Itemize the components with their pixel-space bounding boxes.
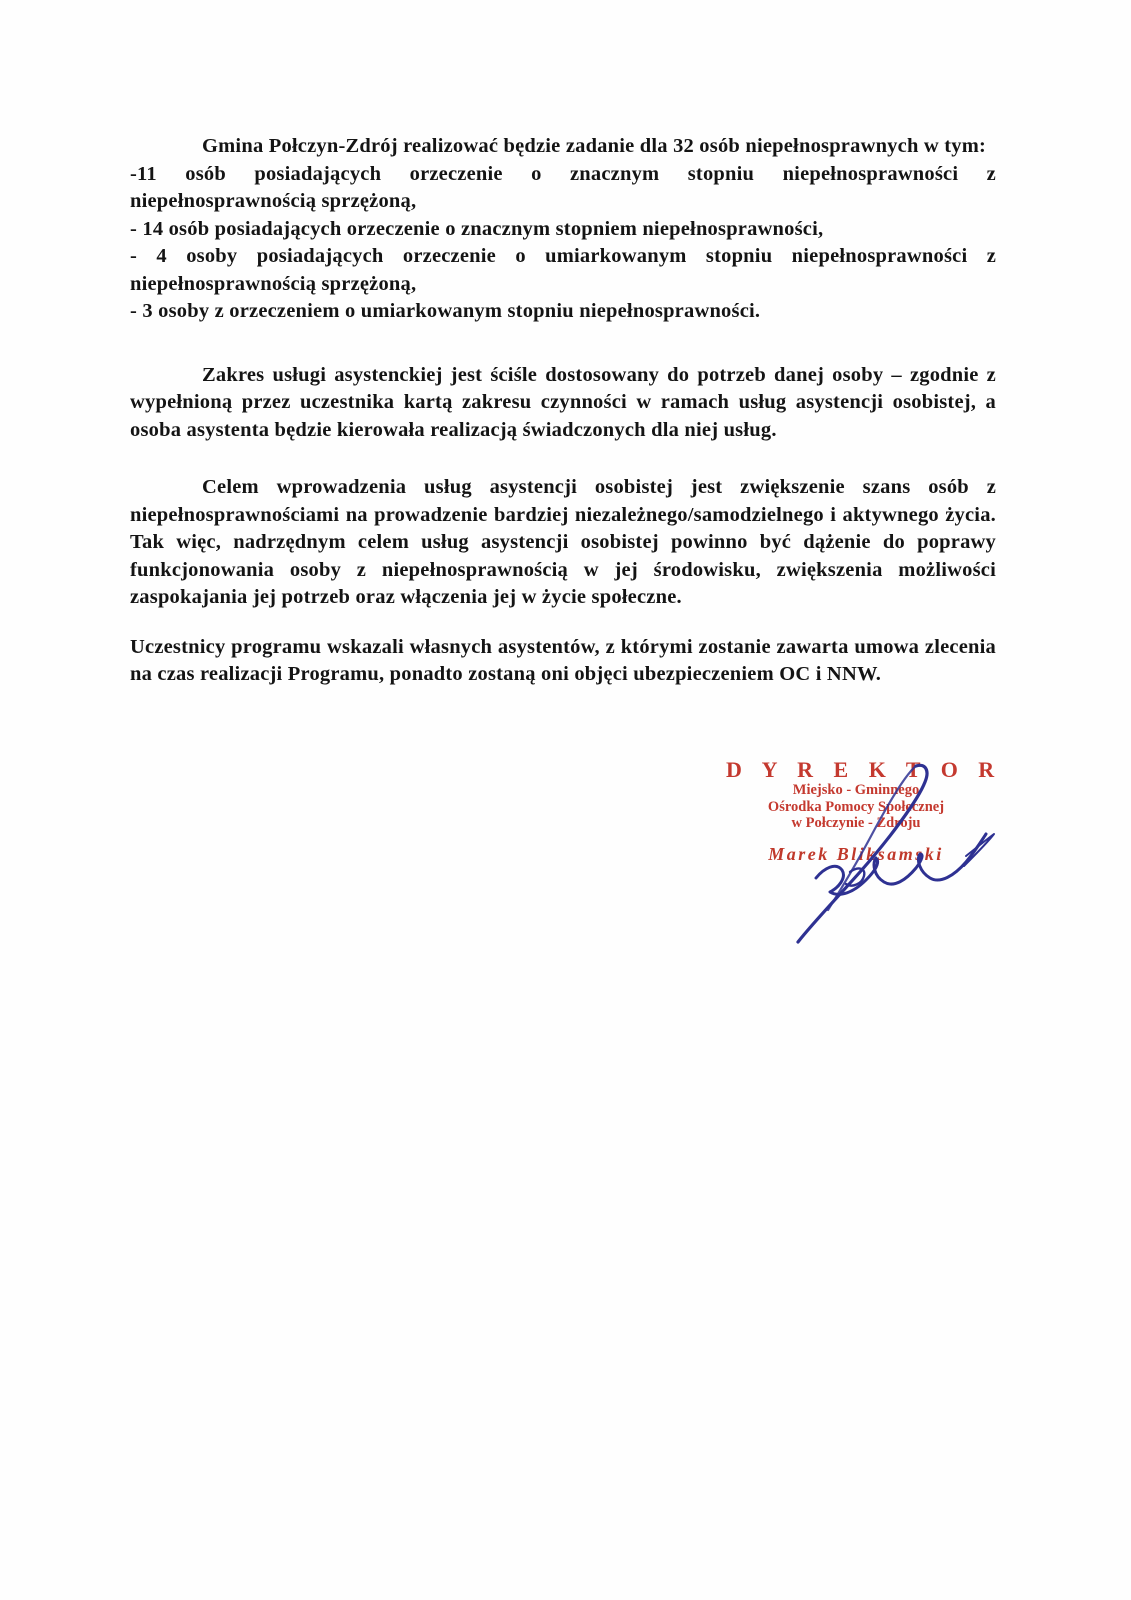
paragraph-list-item-3: - 4 osoby posiadających orzeczenie o umiarkowanym stopniu niepełnosprawności z niepełnosprawnością sprzężoną,	[130, 245, 996, 295]
paragraph-intro: Gmina Połczyn-Zdrój realizować będzie zadanie dla 32 osób niepełnosprawnych w tym:	[202, 135, 987, 157]
paragraph-participants: Uczestnicy programu wskazali własnych asystentów, z którymi zostanie zawarta umowa zlecenia na czas realizacji Programu, ponadto zostaną oni objęci ubezpieczeniem OC i NNW.	[130, 635, 996, 685]
paragraph-list-item-1: -11 osób posiadających orzeczenie o znacznym stopniu niepełnosprawności z niepełnosprawnością sprzężoną,	[130, 162, 996, 212]
paragraph-spacer	[130, 326, 996, 362]
director-stamp	[726, 757, 1002, 865]
paragraph-purpose: Celem wprowadzenia usług asystencji osobistej jest zwiększenie szans osób z niepełnosprawnościami na prowadzenie bardziej niezależnego/samodzielnego i aktywnego życia. Tak więc, nadrzędnym celem usług asystencji osobistej powinno być dążenie do poprawy funkcjonowania osoby z niepełnosprawnością w jej środowisku, zwiększenia możliwości zaspokajania jej potrzeb oraz włączenia jej w życie społeczne.	[130, 476, 996, 608]
document-text-body	[130, 133, 996, 689]
stamp-line-3: w Połczynie - Zdroju	[791, 815, 921, 831]
paragraph-spacer	[130, 612, 996, 634]
stamp-director-name: Marek Bliksamski	[768, 843, 944, 864]
stamp-line-2: Ośrodka Pomocy Społecznej	[767, 798, 945, 815]
paragraph-spacer	[130, 444, 996, 474]
signature-block	[726, 758, 1006, 953]
stamp-title: D Y R E K T O R	[726, 757, 1002, 782]
stamp-line-1: Miejsko - Gminnego	[792, 782, 920, 798]
paragraph-scope: Zakres usługi asystenckiej jest ściśle dostosowany do potrzeb danej osoby – zgodnie z wypełnioną przez uczestnika kartą zakresu czynności w ramach usług asystencji osobistej, a osoba asystenta będzie kierowała realizacją świadczonych dla niej usług.	[130, 363, 996, 441]
paragraph-list-item-4: - 3 osoby z orzeczeniem o umiarkowanym stopniu niepełnosprawności.	[130, 300, 761, 322]
paragraph-list-item-2: - 14 osób posiadających orzeczenie o znacznym stopniem niepełnosprawności,	[130, 217, 824, 240]
